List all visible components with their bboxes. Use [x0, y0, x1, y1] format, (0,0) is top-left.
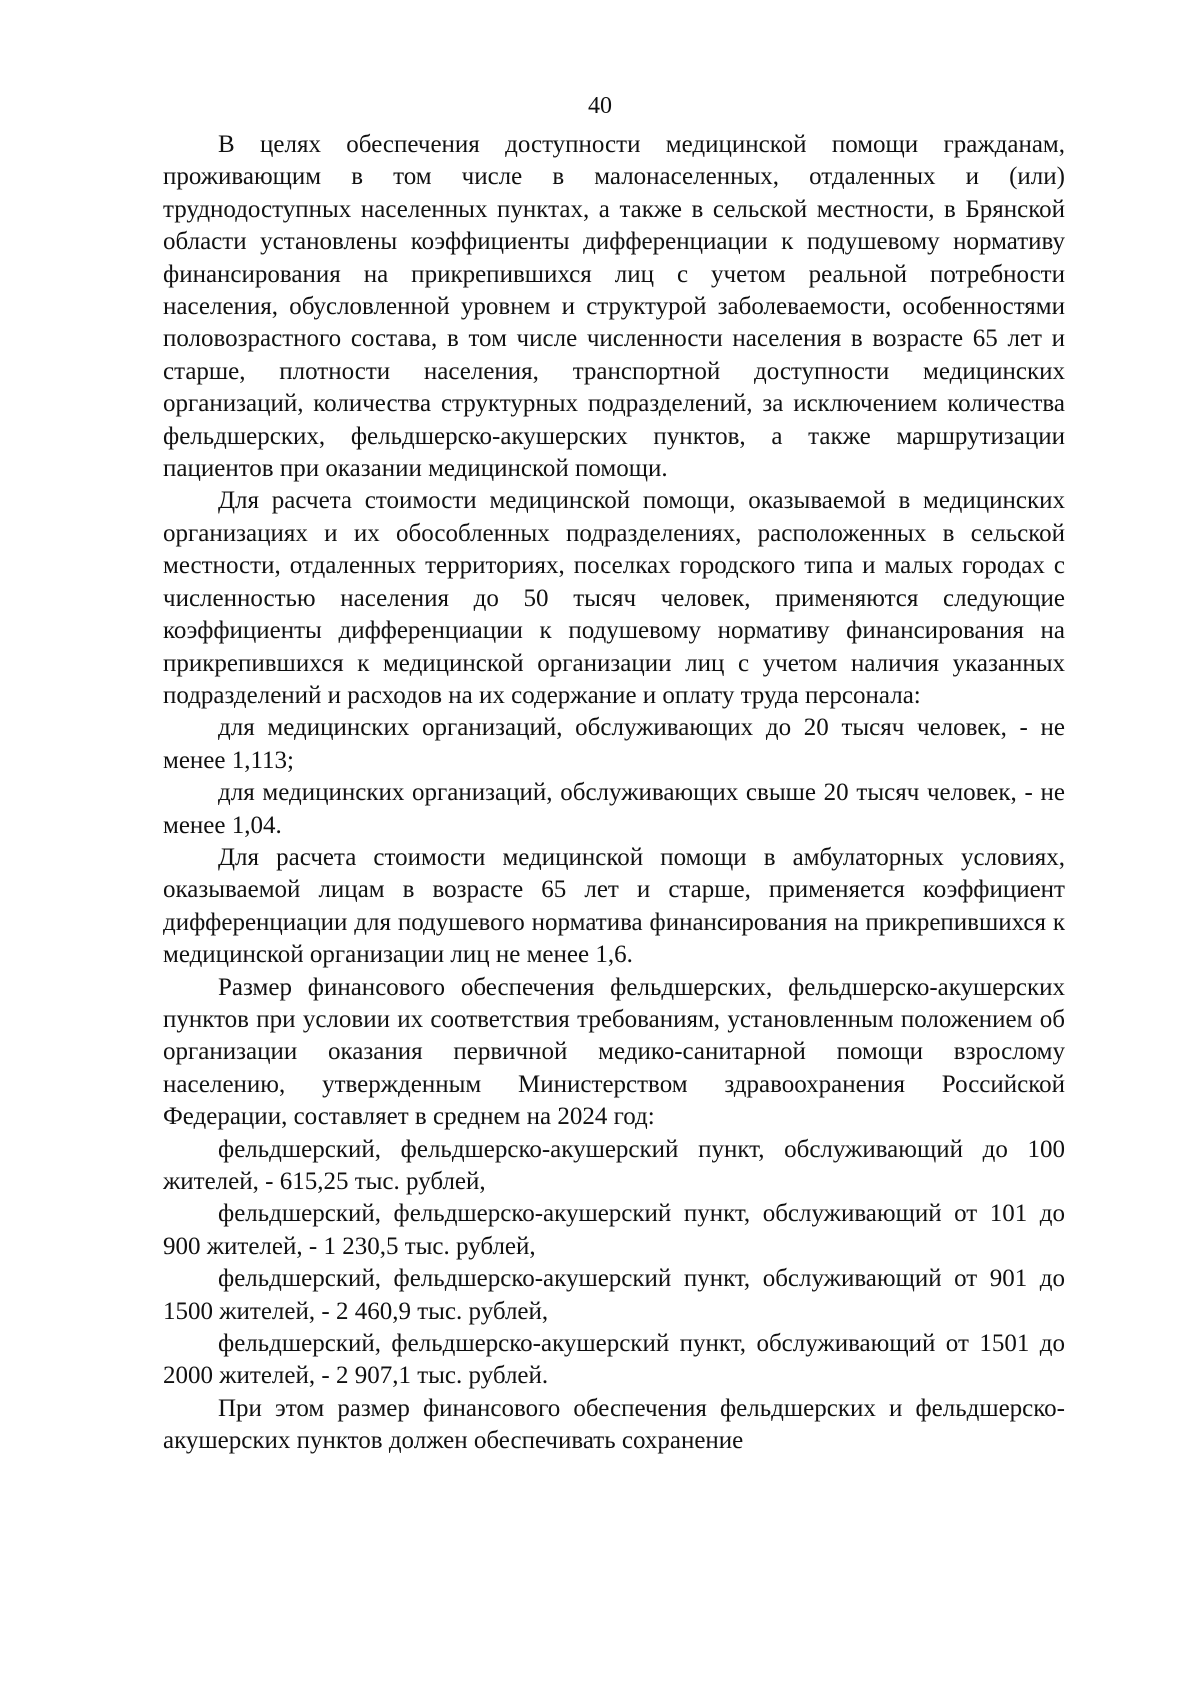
- paragraph-rural-cost-calculation: Для расчета стоимости медицинской помощи, оказываемой в медицинских организациях и их обособленных подразделениях, расположенных в сельской местности, отдаленных территориях, поселках городского типа и малых городах с численностью населения до 50 тысяч человек, применяются следующие коэффициенты дифференциации к подушевому нормативу финансирования на прикрепившихся к медицинской организации лиц с учетом наличия указанных подразделений и расходов на их содержание и оплату труда персонала:: [163, 487, 1065, 709]
- paragraph-feldsher-funding: Размер финансового обеспечения фельдшерских, фельдшерско-акушерских пунктов при условии их соответствия требованиям, установленным положением об организации оказания первичной медико-санитарной помощи взрослому населению, утвержденным Министерством здравоохранения Российской Федерации, составляет в среднем на 2024 год:: [163, 973, 1065, 1131]
- paragraph-feldsher-101-900: фельдшерский, фельдшерско-акушерский пункт, обслуживающий от 101 до 900 жителей, - 1 230,5 тыс. рублей,: [163, 1200, 1065, 1260]
- paragraph-funding-preservation: При этом размер финансового обеспечения фельдшерских и фельдшерско-акушерских пунктов должен обеспечивать сохранение: [163, 1394, 1065, 1455]
- paragraph-feldsher-up-to-100: фельдшерский, фельдшерско-акушерский пункт, обслуживающий до 100 жителей, - 615,25 тыс. рублей,: [163, 1135, 1065, 1195]
- paragraph-elderly-coefficient: Для расчета стоимости медицинской помощи в амбулаторных условиях, оказываемой лицам в возрасте 65 лет и старше, применяется коэффициент дифференциации для подушевого норматива финансирования на прикрепившихся к медицинской организации лиц не менее 1,6.: [163, 843, 1065, 969]
- paragraph-feldsher-1501-2000: фельдшерский, фельдшерско-акушерский пункт, обслуживающий от 1501 до 2000 жителей, - 2 907,1 тыс. рублей.: [163, 1330, 1065, 1390]
- document-body: [163, 129, 1065, 1458]
- paragraph-feldsher-901-1500: фельдшерский, фельдшерско-акушерский пункт, обслуживающий от 901 до 1500 жителей, - 2 460,9 тыс. рублей,: [163, 1265, 1065, 1325]
- page-number: 40: [588, 93, 612, 119]
- paragraph-coefficient-up-to-20k: для медицинских организаций, обслуживающих до 20 тысяч человек, - не менее 1,113;: [163, 714, 1065, 774]
- paragraph-accessibility-coefficients: В целях обеспечения доступности медицинской помощи гражданам, проживающим в том числе в малонаселенных, отдаленных и (или) труднодоступных населенных пунктах, а также в сельской местности, в Брянской области установлены коэффициенты дифференциации к подушевому нормативу финансирования на прикрепившихся лиц с учетом реальной потребности населения, обусловленной уровнем и структурой заболеваемости, особенностями половозрастного состава, в том числе численности населения в возрасте 65 лет и старше, плотности населения, транспортной доступности медицинских организаций, количества структурных подразделений, за исключением количества фельдшерских, фельдшерско-акушерских пунктов, а также маршрутизации пациентов при оказании медицинской помощи.: [163, 131, 1065, 483]
- paragraph-coefficient-over-20k: для медицинских организаций, обслуживающих свыше 20 тысяч человек, - не менее 1,04.: [163, 779, 1065, 839]
